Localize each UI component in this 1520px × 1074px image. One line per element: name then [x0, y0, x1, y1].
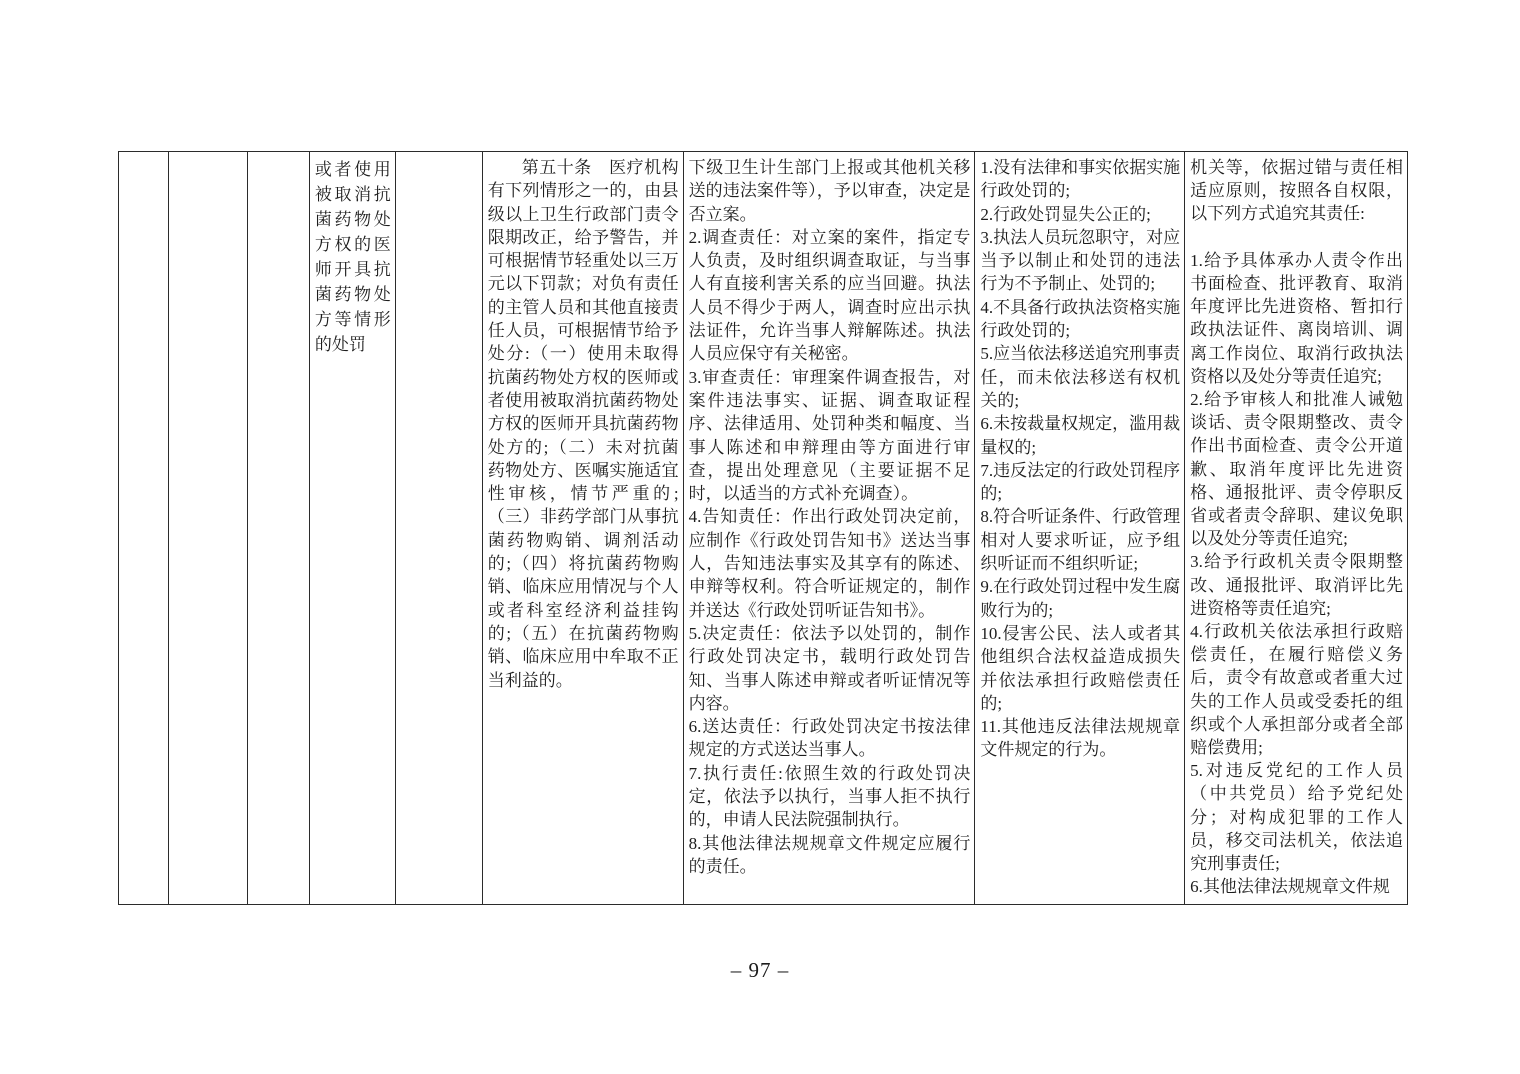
table-cell-paragraph: 8.其他法律法规规章文件规定应履行的责任。 — [688, 833, 971, 876]
table-cell-paragraph: 5.应当依法移送追究刑事责任，而未依法移送有权机关的; — [980, 344, 1181, 410]
table-cell-paragraph: 6.其他法律法规规章文件规 — [1190, 877, 1390, 897]
table-cell-paragraph: 2.给予审核人和批准人诫勉谈话、责令限期整改、责令作出书面检查、责令公开道歉、取消年度评比先进资格、通报批评、责令停职反省或者责令辞职、建议免职以及处分等责任追究; — [1190, 390, 1403, 549]
table-cell-empty-2 — [169, 152, 248, 904]
table-cell-paragraph: 7.执行责任:依照生效的行政处罚决定，依法予以执行，当事人拒不执行的，申请人民法院强制执行。 — [688, 763, 971, 830]
table-cell-seq — [119, 152, 169, 904]
table-cell-paragraph: 4.告知责任：作出行政处罚决定前，应制作《行政处罚告知书》送达当事人，告知违法事实及其享有的陈述、申辩等权利。符合听证规定的，制作并送达《行政处罚听证告知书》。 — [688, 507, 971, 620]
table-cell-paragraph: 5.决定责任：依法予以处罚的，制作行政处罚决定书，载明行政处罚告知、当事人陈述申辩或者听证情况等内容。 — [688, 623, 971, 713]
table-cell-legal-basis — [483, 152, 684, 904]
table-cell-paragraph: 3.给予行政机关责令限期整改、通报批评、取消评比先进资格等责任追究; — [1190, 552, 1403, 618]
table-cell-paragraph: 或者使用被取消抗菌药物处方权的医师开具抗菌药物处方等情形的处罚 — [314, 160, 391, 354]
table-cell-paragraph: 下级卫生计生部门上报或其他机关移送的违法案件等），予以审查，决定是否立案。 — [688, 158, 971, 224]
table-cell-paragraph: 6.未按裁量权规定，滥用裁量权的; — [980, 414, 1181, 457]
table-cell-empty-5 — [396, 152, 483, 904]
table-cell-paragraph: 3.执法人员玩忽职守，对应当予以制止和处罚的违法行为不予制止、处罚的; — [980, 227, 1181, 294]
table-cell-paragraph: 10.侵害公民、法人或者其他组织合法权益造成损失并依法承担行政赔偿责任的; — [980, 623, 1181, 713]
penalty-responsibility-table — [118, 151, 1408, 905]
table-cell-paragraph: 11.其他违反法律法规规章文件规定的行为。 — [980, 717, 1181, 760]
table-cell-paragraph: 1.没有法律和事实依据实施行政处罚的; — [980, 158, 1181, 201]
table-cell-penalty-item — [310, 152, 396, 904]
table-cell-paragraph: 2.行政处罚显失公正的; — [980, 204, 1151, 224]
table-cell-paragraph: 8.符合听证条件、行政管理相对人要求听证，应予组织听证而不组织听证; — [980, 507, 1181, 574]
table-cell-paragraph: 6.送达责任：行政处罚决定书按法律规定的方式送达当事人。 — [688, 717, 971, 760]
table-cell-empty-3 — [248, 152, 310, 904]
table-cell-paragraph: 5.对违反党纪的工作人员（中共党员）给予党纪处分；对构成犯罪的工作人员，移交司法机关，依法追究刑事责任; — [1190, 761, 1403, 874]
table-cell-accountability-situations — [975, 152, 1185, 904]
table-cell-paragraph: 3.审查责任：审理案件调查报告，对案件违法事实、证据、调查取证程序、法律适用、处罚种类和幅度、当事人陈述和申辩理由等方面进行审查，提出处理意见（主要证据不足时，以适当的方式补充调查）。 — [688, 367, 971, 504]
table-cell-paragraph: 机关等，依据过错与责任相适应原则，按照各自权限，以下列方式追究其责任: — [1190, 158, 1403, 224]
table-cell-paragraph: 第五十条 医疗机构有下列情形之一的，由县级以上卫生行政部门责令限期改正，给予警告，并可根据情节轻重处以三万元以下罚款；对负有责任的主管人员和其他直接责任人员，可根据情节给予处分:（一）使用未取得抗菌药物处方权的医师或者使用被取消抗菌药物处方权的医师开具抗菌药物处方的;（二）未对抗菌药物处方、医嘱实施适宜性审核，情节严重的;（三）非药学部门从事抗菌药物购销、调剂活动的;（四）将抗菌药物购销、临床应用情况与个人或者科室经济利益挂钩的;（五）在抗菌药物购销、临床应用中牟取不正当利益的。 — [487, 158, 679, 690]
table-cell-paragraph: 9.在行政处罚过程中发生腐败行为的; — [980, 577, 1181, 620]
table-cell-paragraph: 4.不具备行政执法资格实施行政处罚的; — [980, 297, 1181, 341]
table-cell-accountability-methods — [1185, 152, 1407, 904]
table-cell-paragraph — [1190, 226, 1403, 249]
table-cell-paragraph: 7.违反法定的行政处罚程序的; — [980, 460, 1181, 504]
table-cell-paragraph: 2.调查责任：对立案的案件，指定专人负责，及时组织调查取证，与当事人有直接利害关系的应当回避。执法人员不得少于两人，调查时应出示执法证件，允许当事人辩解陈述。执法人员应保守有关秘密。 — [688, 227, 971, 364]
table-cell-duty-steps — [684, 152, 976, 904]
page-number: – 97 – — [730, 958, 790, 982]
table-cell-paragraph: 4.行政机关依法承担行政赔偿责任，在履行赔偿义务后，责令有故意或者重大过失的工作人员或受委托的组织或个人承担部分或者全部赔偿费用; — [1190, 622, 1403, 758]
table-cell-paragraph: 1.给予具体承办人责令作出书面检查、批评教育、取消年度评比先进资格、暂扣行政执法证件、离岗培训、调离工作岗位、取消行政执法资格以及处分等责任追究; — [1190, 250, 1403, 386]
